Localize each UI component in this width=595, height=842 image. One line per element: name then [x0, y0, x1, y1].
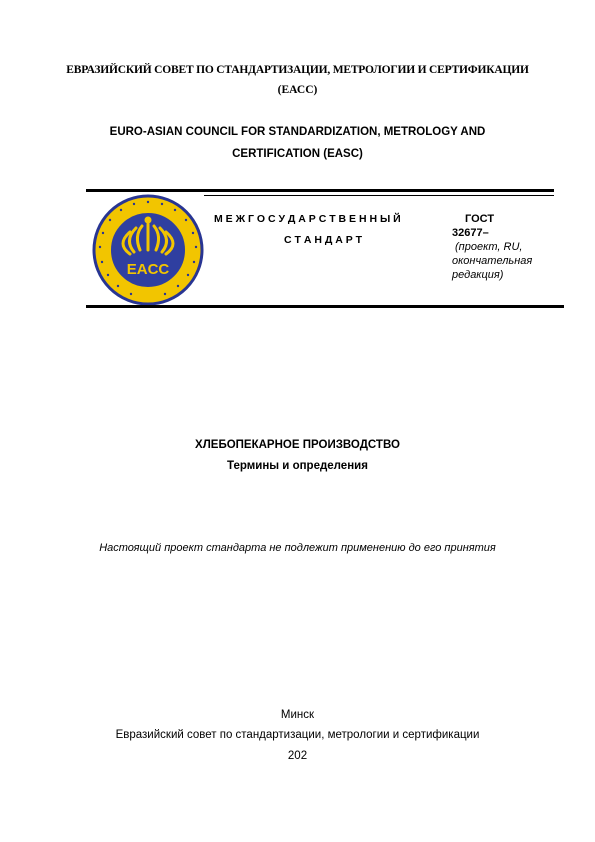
standard-code-number: 32677–	[452, 227, 489, 239]
easc-emblem-icon	[92, 194, 204, 306]
top-rule-left	[86, 189, 204, 192]
document-title: ХЛЕБОПЕКАРНОЕ ПРОИЗВОДСТВО	[195, 439, 400, 451]
footer-publisher: Евразийский совет по стандартизации, метрологии и сертификации	[115, 729, 480, 741]
easc-logo	[92, 194, 204, 306]
header-ru-line1: ЕВРАЗИЙСКИЙ СОВЕТ ПО СТАНДАРТИЗАЦИИ, МЕТРОЛОГИИ И СЕРТИФИКАЦИИ	[66, 64, 529, 76]
bottom-rule	[86, 305, 564, 308]
header-en-line2: CERTIFICATION (EASC)	[232, 148, 363, 160]
standard-status-line3: редакция)	[452, 269, 504, 281]
footer-city: Минск	[280, 709, 315, 721]
draft-notice: Настоящий проект стандарта не подлежит применению до его принятия	[99, 542, 496, 554]
top-rule-right	[204, 189, 554, 192]
footer-year: 202	[287, 750, 308, 762]
document-subtitle: Термины и определения	[227, 460, 368, 472]
standard-type-line2: С Т А Н Д А Р Т	[284, 234, 363, 246]
top-rule-thin	[204, 195, 554, 196]
standard-code-label: ГОСТ	[465, 213, 495, 225]
standard-status-line1: (проект, RU,	[455, 241, 523, 253]
standard-status-line2: окончательная	[452, 255, 533, 267]
standard-type-line1: М Е Ж Г О С У Д А Р С Т В Е Н Н Ы Й	[214, 213, 401, 225]
header-ru-line2: (ЕАСС)	[277, 84, 318, 96]
logo-center-text: EACC	[126, 261, 170, 278]
header-en-line1: EURO-ASIAN COUNCIL FOR STANDARDIZATION, METROLOGY AND	[109, 126, 486, 138]
